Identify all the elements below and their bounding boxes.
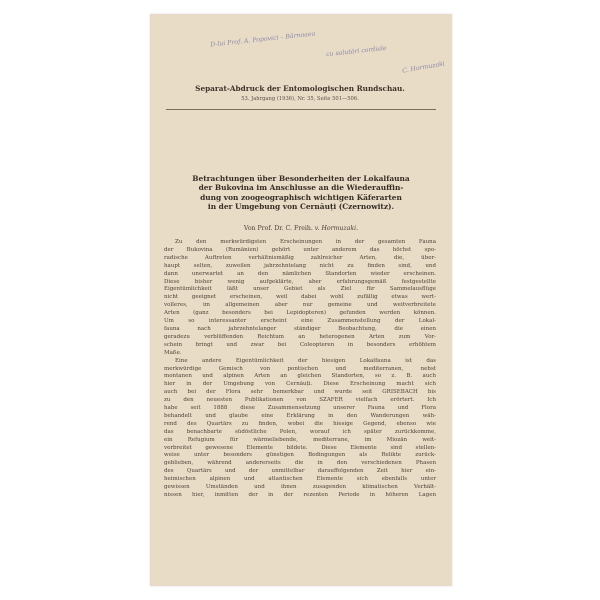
journal-title: Separat-Abdruck der Entomologischen Rundschau.: [195, 84, 405, 93]
body-line: rend des Quartärs zu finden, wobei die hiesige Gegend, ebenso wie: [164, 420, 436, 427]
body-line: habe seit 1888 diese Zusammensetzung unserer Fauna und Flora: [164, 405, 436, 412]
body-line: nissen hier, inmitten der in der rezenten Periode in höheren Lagen: [164, 492, 436, 498]
body-line: Arten (ganz besonders bei Lepidopteren) gefunden werden können.: [164, 310, 436, 317]
body-line: Maße.: [164, 349, 182, 356]
article-title-line: Betrachtungen über Besonderheiten der Lokalfauna: [192, 174, 410, 183]
body-line: montanen und alpinen Arten an gleichen Standorten, so z. B. auch: [164, 373, 436, 380]
reprint-page: [150, 14, 452, 586]
body-line: haupt selten, zuweilen jahrzehntelang nicht zu finden sind, und: [164, 262, 436, 269]
article-title: [160, 174, 442, 212]
body-line: dann unerwartet an den nämlichen Standorten wieder erscheinen.: [164, 270, 436, 277]
body-line: merkwürdige Gemisch von pontischen und mediterranen, nebst: [164, 365, 436, 372]
body-line: fauna nach jahrzehntelanger ständiger Beobachtung, die einen: [164, 325, 436, 332]
body-line: ein Refugium für wärmeliebende, mediterrane, im Miozän weit-: [164, 436, 436, 443]
body-line: verbreitet gewesene Elemente bildete. Diese Elemente sind stellen-: [164, 444, 436, 451]
body-line: das benachbarte südöstliche Polen, worauf ich später zurückkomme,: [164, 428, 436, 435]
body-line: geradezu verblüffenden Reichtum an heterogenen Arten zum Vor-: [164, 333, 436, 340]
article-title-line: der Bukovina im Anschlusse an die Wiederauffin-: [198, 183, 404, 193]
body-line: gewissen Umständen und ihnen zusagenden klimatischen Verhält-: [164, 484, 436, 491]
body-line: Um so interessanter erscheint eine Zusammenstellung der Lokal-: [164, 318, 436, 325]
article-body: [164, 239, 436, 500]
body-line: zu den neuesten Publikationen von SZAFER vielfach erörtert. Ich: [164, 397, 436, 404]
body-line: schein bringt und zwar bei Coleopteren in besonders erhöhtem: [164, 341, 436, 348]
body-line: Eine andere Eigentümlichkeit der hiesigen Lokalfauna ist das: [175, 357, 436, 364]
body-line: nicht geeignet erscheinen, weil dabei wohl zufällig etwas wert-: [164, 294, 436, 301]
body-line: Diese bisher wenig aufgeklärte, aber erfahrungsgemäß festgestellte: [164, 278, 436, 285]
body-line: volleres, im allgemeinen aber nur gemeine und weitverbreitete: [164, 302, 436, 309]
journal-issue: 53. Jahrgang (1936), Nr. 35, Seite 501—506.: [241, 96, 359, 102]
body-line: Eigentümlichkeit läßt unser Gebiet als Ziel für Sammelausflüge: [164, 286, 436, 293]
body-line: radische Auftreten verhältnismäßig zahlreicher Arten, die, über-: [164, 254, 436, 261]
article-author: [160, 225, 442, 232]
article-title-line: dung von zoogeographisch wichtigen Käferarten: [200, 192, 402, 202]
body-line: der Bukovina (Rumänien) gehört unter anderem das höchst spo-: [164, 246, 436, 253]
handwritten-dedication-line-1: D-lui Prof. A. Popovici – Bârnoaea: [209, 30, 316, 49]
body-line: behandelt und glaube eine Erklärung in den Wanderungen wäh-: [164, 412, 436, 419]
body-line: geblieben, während andererseits die in den verschiedenen Phasen: [164, 460, 436, 467]
author-prefix: Von Prof. Dr. C. Freih.: [243, 225, 315, 232]
article-title-line: in der Umgebung von Cernăuți (Czernowitz).: [207, 202, 395, 212]
body-line: Zu den merkwürdigsten Erscheinungen in der gesamten Fauna: [175, 239, 436, 245]
handwritten-dedication-line-2: cu salutări cordiale: [325, 44, 387, 59]
handwritten-signature: C. Hormuzaki: [401, 60, 446, 75]
body-line: weise unter besonders günstigen Bedingungen als Relikte zurück-: [164, 452, 436, 459]
body-line: auch bei der Flora sehr bemerkbar und wurde seit GRISEBACH bis: [164, 389, 436, 396]
body-line: des Quartärs und der unmittelbar darauffolgenden Zeit hier ein-: [164, 468, 436, 475]
body-line: heimischen alpinen und atlantischen Elemente sich ebenfalls unter: [164, 476, 436, 483]
header-rule: [166, 109, 436, 110]
author-name: v. Hormuzaki.: [314, 225, 359, 232]
body-line: hier in der Umgebung von Cernăuți. Diese Erscheinung macht sich: [164, 381, 436, 388]
journal-header: [166, 84, 434, 102]
